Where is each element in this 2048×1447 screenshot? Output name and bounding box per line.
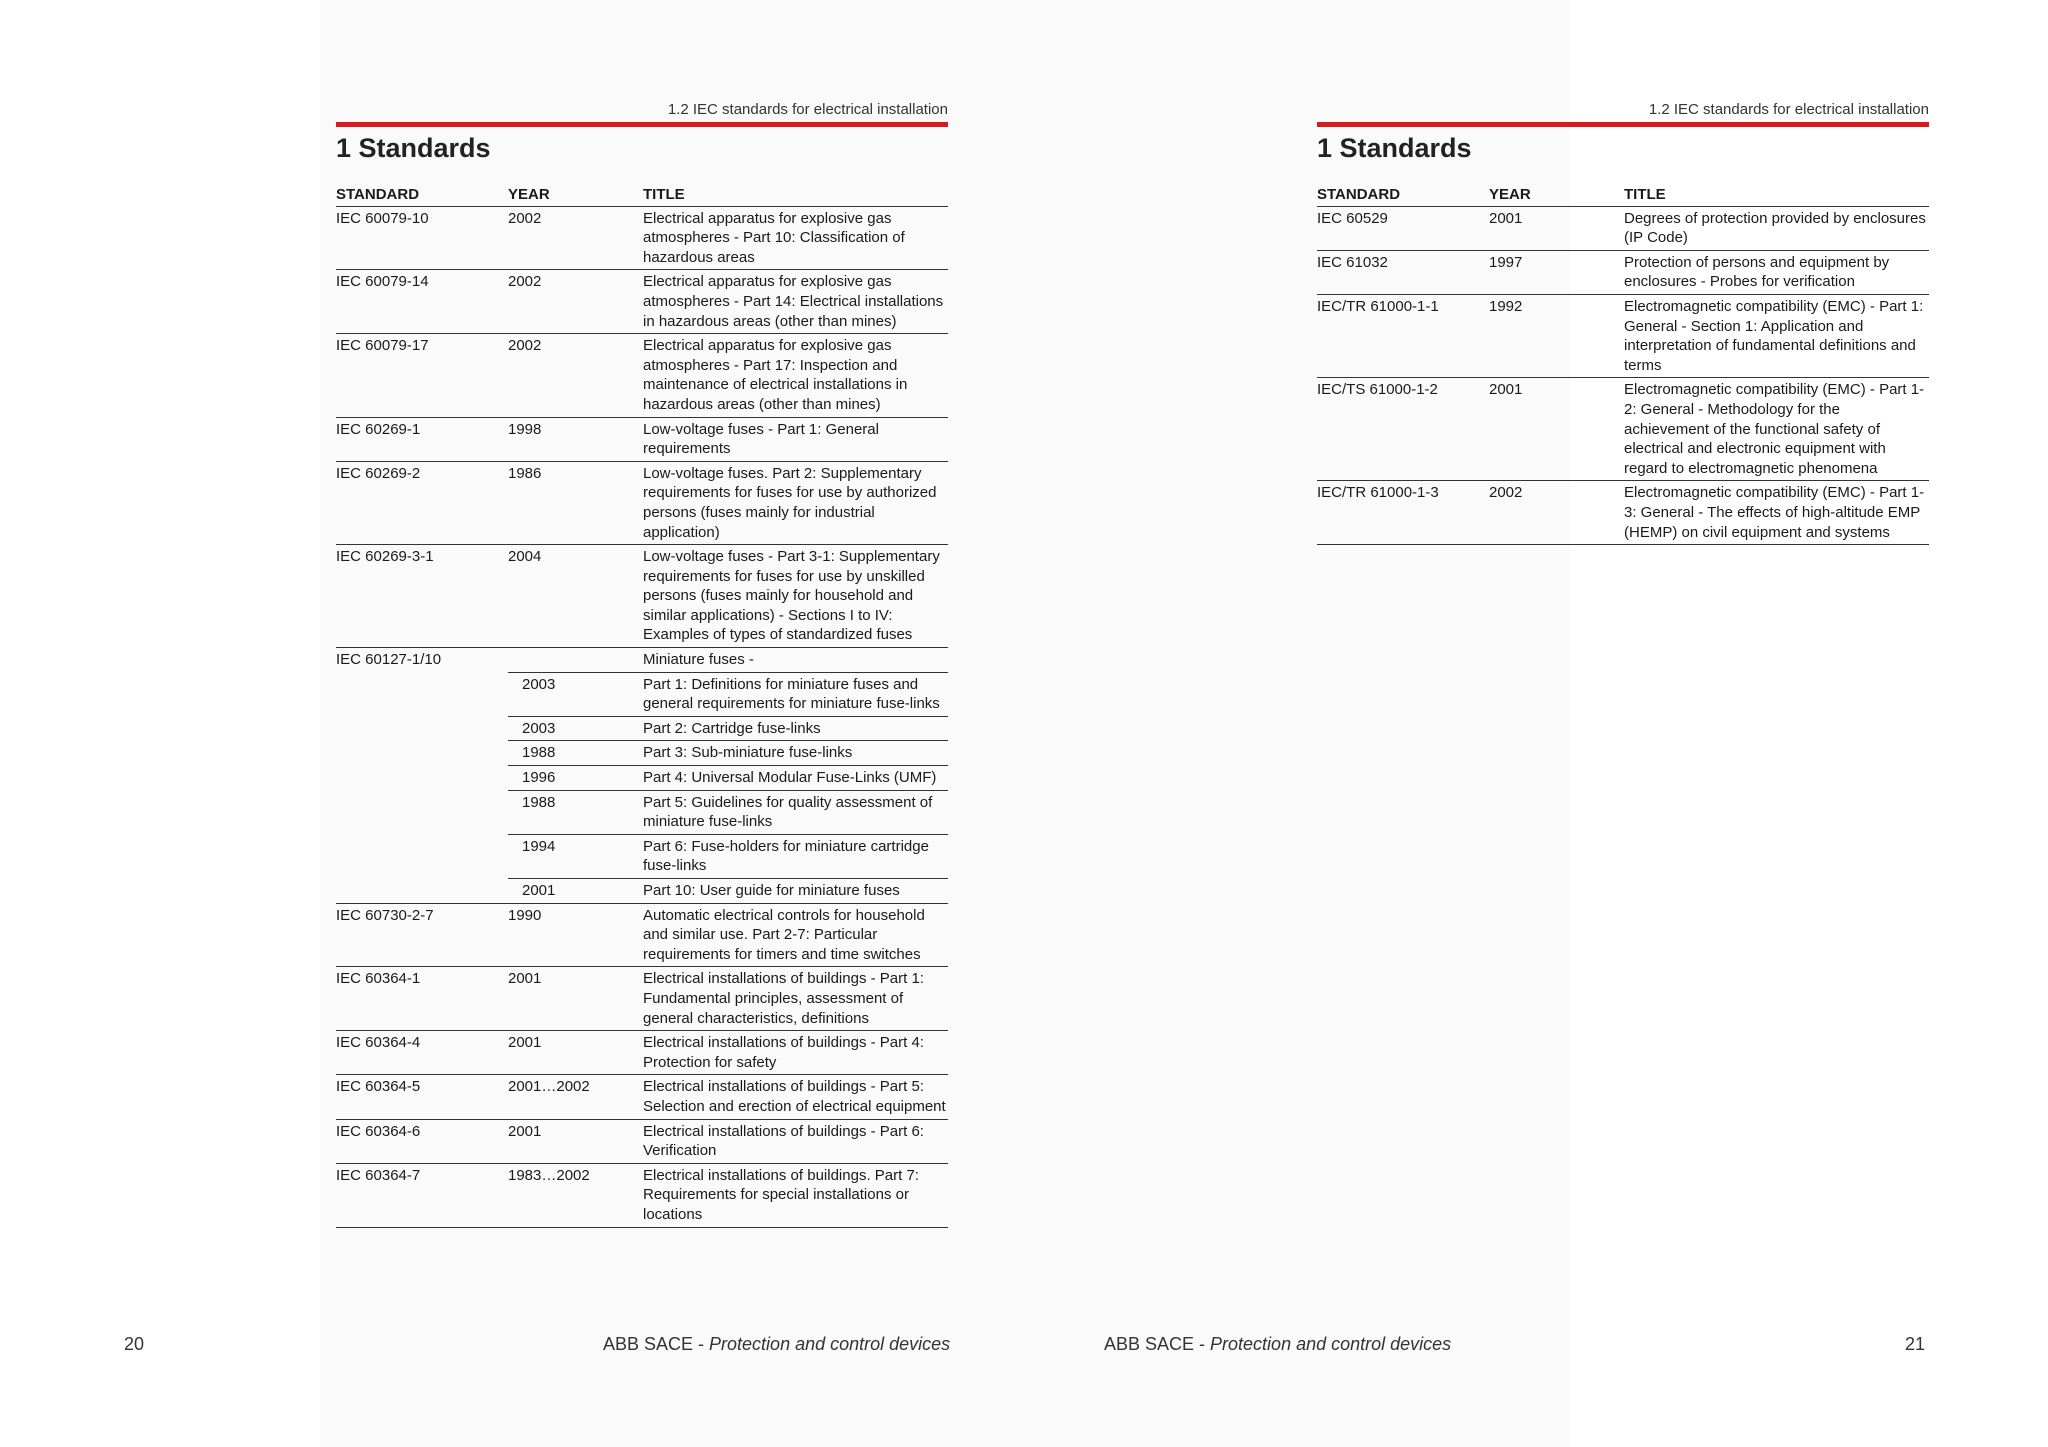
standard-cell: IEC/TR 61000-1-3	[1317, 481, 1489, 545]
column-header-standard: STANDARD	[336, 182, 508, 206]
year-cell: 2002	[508, 334, 643, 417]
title-cell: Miniature fuses -	[643, 648, 948, 673]
standard-cell: IEC 60364-6	[336, 1119, 508, 1163]
year-cell: 1986	[508, 461, 643, 544]
table-header-row	[336, 182, 948, 206]
standard-cell: IEC 60364-5	[336, 1075, 508, 1119]
year-cell: 2001	[508, 1031, 643, 1075]
standard-cell: IEC 60079-14	[336, 270, 508, 334]
year-cell: 2002	[508, 206, 643, 270]
year-cell: 2003	[508, 716, 643, 741]
table-row	[336, 903, 948, 967]
year-cell: 1997	[1489, 250, 1624, 294]
standard-cell: IEC 60364-4	[336, 1031, 508, 1075]
year-cell: 2001…2002	[508, 1075, 643, 1119]
right-page	[1317, 100, 1929, 545]
title-cell: Electrical apparatus for explosive gas atmospheres - Part 14: Electrical installations in hazardous areas (other than mines)	[643, 270, 948, 334]
table-row	[336, 967, 948, 1031]
header-red-rule	[336, 122, 948, 127]
standards-table-body	[1317, 206, 1929, 545]
standard-cell: IEC 60364-1	[336, 967, 508, 1031]
standard-cell: IEC 60079-10	[336, 206, 508, 270]
title-cell: Part 4: Universal Modular Fuse-Links (UMF)	[643, 766, 948, 791]
left-page	[336, 100, 948, 1228]
table-row	[1317, 206, 1929, 250]
title-cell: Electrical apparatus for explosive gas atmospheres - Part 17: Inspection and maintenance of electrical installations in hazardous areas (other than mines)	[643, 334, 948, 417]
standard-cell: IEC 60269-2	[336, 461, 508, 544]
title-cell: Part 3: Sub-miniature fuse-links	[643, 741, 948, 766]
table-row	[336, 648, 948, 673]
year-cell: 1994	[508, 834, 643, 878]
footer-brand: ABB SACE -	[1104, 1334, 1211, 1354]
chapter-title: 1 Standards	[1317, 133, 1472, 163]
standard-cell: IEC 60730-2-7	[336, 903, 508, 967]
title-cell: Electrical installations of buildings - Part 4: Protection for safety	[643, 1031, 948, 1075]
table-row	[336, 1163, 948, 1227]
year-cell: 2001	[508, 967, 643, 1031]
title-cell: Low-voltage fuses - Part 3-1: Supplementary requirements for fuses for use by unskilled persons (fuses mainly for household and similar applications) - Sections I to IV: Examples of types of standardized fuses	[643, 545, 948, 648]
footer-brand: ABB SACE -	[603, 1334, 710, 1354]
table-row	[1317, 294, 1929, 377]
table-row	[336, 206, 948, 270]
standard-cell: IEC/TR 61000-1-1	[1317, 294, 1489, 377]
standard-cell: IEC 60269-3-1	[336, 545, 508, 648]
table-header-row	[1317, 182, 1929, 206]
title-cell: Part 5: Guidelines for quality assessment of miniature fuse-links	[643, 790, 948, 834]
standards-table-body	[336, 206, 948, 1227]
title-cell: Electromagnetic compatibility (EMC) - Part 1-2: General - Methodology for the achievement of the functional safety of electrical and electronic equipment with regard to electromagnetic phenomena	[1624, 378, 1929, 481]
table-row	[1317, 378, 1929, 481]
year-cell: 1988	[508, 741, 643, 766]
year-cell: 2001	[508, 879, 643, 904]
table-row	[336, 1075, 948, 1119]
standard-cell: IEC 60127-1/10	[336, 648, 508, 904]
table-row	[336, 545, 948, 648]
title-cell: Electrical apparatus for explosive gas atmospheres - Part 10: Classification of hazardous areas	[643, 206, 948, 270]
column-header-title: TITLE	[643, 182, 948, 206]
title-cell: Part 10: User guide for miniature fuses	[643, 879, 948, 904]
header-red-rule	[1317, 122, 1929, 127]
standard-cell: IEC 60529	[1317, 206, 1489, 250]
column-header-standard: STANDARD	[1317, 182, 1489, 206]
footer-subtitle: Protection and control devices	[709, 1334, 951, 1354]
title-cell: Electrical installations of buildings - Part 6: Verification	[643, 1119, 948, 1163]
column-header-year: YEAR	[508, 182, 643, 206]
standard-cell: IEC 60269-1	[336, 417, 508, 461]
year-cell: 2003	[508, 672, 643, 716]
year-cell: 2001	[508, 1119, 643, 1163]
title-cell: Low-voltage fuses. Part 2: Supplementary requirements for fuses for use by authorized persons (fuses mainly for industrial application)	[643, 461, 948, 544]
table-row	[1317, 250, 1929, 294]
year-cell	[508, 648, 643, 673]
table-row	[336, 1031, 948, 1075]
column-header-year: YEAR	[1489, 182, 1624, 206]
year-cell: 1990	[508, 903, 643, 967]
year-cell: 2002	[508, 270, 643, 334]
title-cell: Protection of persons and equipment by enclosures - Probes for verification	[1624, 250, 1929, 294]
chapter-title: 1 Standards	[336, 133, 491, 163]
year-cell: 1996	[508, 766, 643, 791]
title-cell: Electromagnetic compatibility (EMC) - Part 1: General - Section 1: Application and interpretation of fundamental definitions and terms	[1624, 294, 1929, 377]
table-row	[336, 1119, 948, 1163]
year-cell: 2001	[1489, 206, 1624, 250]
title-cell: Part 1: Definitions for miniature fuses and general requirements for miniature fuse-links	[643, 672, 948, 716]
year-cell: 1992	[1489, 294, 1624, 377]
standard-cell: IEC 60079-17	[336, 334, 508, 417]
table-row	[336, 461, 948, 544]
left-page-number: 20	[124, 1334, 145, 1354]
section-header: 1.2 IEC standards for electrical installation	[1648, 101, 1929, 118]
section-header: 1.2 IEC standards for electrical installation	[667, 101, 948, 118]
table-row	[336, 417, 948, 461]
standards-table-left	[336, 182, 948, 1228]
year-cell: 2002	[1489, 481, 1624, 545]
title-cell: Low-voltage fuses - Part 1: General requirements	[643, 417, 948, 461]
title-cell: Part 6: Fuse-holders for miniature cartridge fuse-links	[643, 834, 948, 878]
right-footer-title	[1104, 1334, 1451, 1355]
standard-cell: IEC/TS 61000-1-2	[1317, 378, 1489, 481]
year-cell: 1983…2002	[508, 1163, 643, 1227]
table-row	[1317, 481, 1929, 545]
year-cell: 1998	[508, 417, 643, 461]
title-cell: Part 2: Cartridge fuse-links	[643, 716, 948, 741]
title-cell: Electrical installations of buildings. Part 7: Requirements for special installations or locations	[643, 1163, 948, 1227]
standard-cell: IEC 60364-7	[336, 1163, 508, 1227]
title-cell: Electrical installations of buildings - Part 5: Selection and erection of electrical equipment	[643, 1075, 948, 1119]
year-cell: 2001	[1489, 378, 1624, 481]
standards-table-right	[1317, 182, 1929, 545]
right-page-number: 21	[1905, 1334, 1926, 1354]
standard-cell: IEC 61032	[1317, 250, 1489, 294]
left-footer-title	[603, 1334, 950, 1355]
title-cell: Electrical installations of buildings - Part 1: Fundamental principles, assessment of general characteristics, definitions	[643, 967, 948, 1031]
title-cell: Degrees of protection provided by enclosures (IP Code)	[1624, 206, 1929, 250]
column-header-title: TITLE	[1624, 182, 1929, 206]
footer-subtitle: Protection and control devices	[1210, 1334, 1452, 1354]
table-row	[336, 270, 948, 334]
year-cell: 1988	[508, 790, 643, 834]
table-row	[336, 334, 948, 417]
year-cell: 2004	[508, 545, 643, 648]
title-cell: Electromagnetic compatibility (EMC) - Part 1-3: General - The effects of high-altitude EMP (HEMP) on civil equipment and systems	[1624, 481, 1929, 545]
title-cell: Automatic electrical controls for household and similar use. Part 2-7: Particular requirements for timers and time switches	[643, 903, 948, 967]
